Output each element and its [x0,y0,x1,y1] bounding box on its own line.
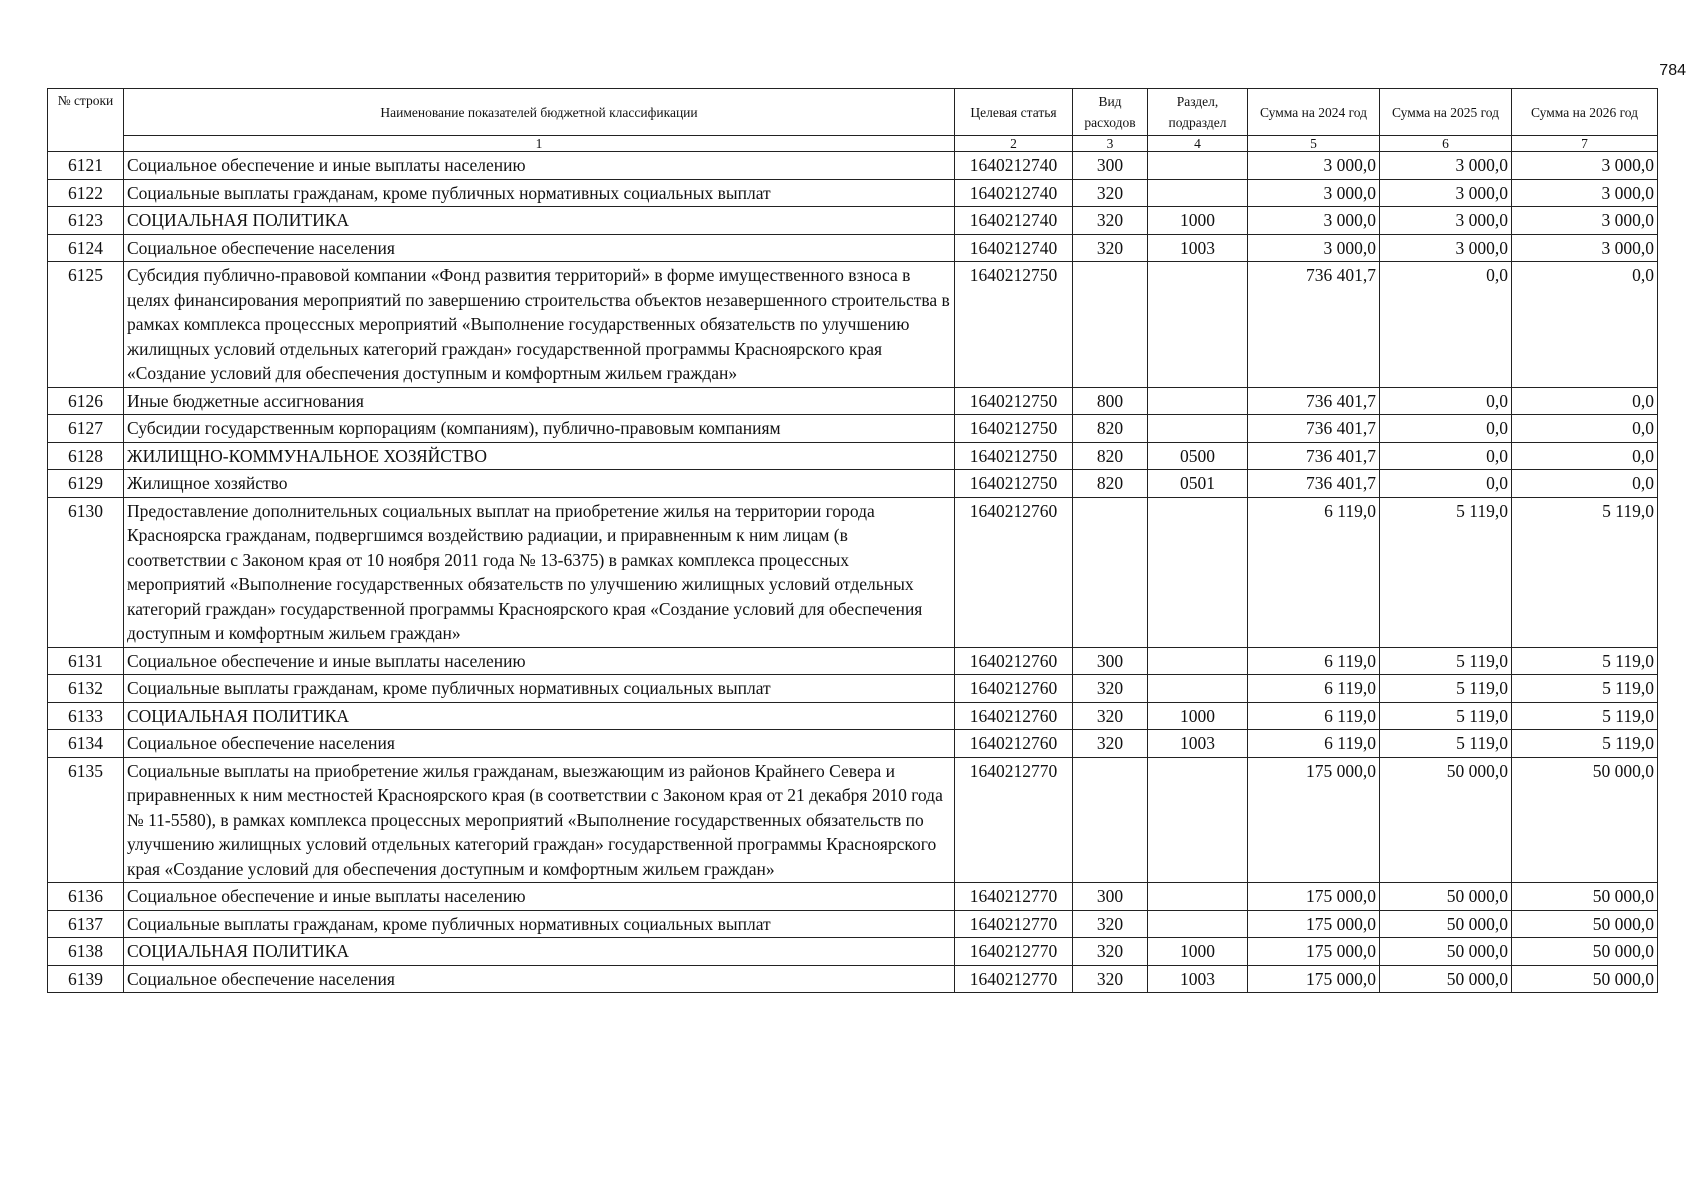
row-sum-2024: 736 401,7 [1248,387,1380,415]
row-sum-2025: 3 000,0 [1380,207,1512,235]
row-sum-2024: 175 000,0 [1248,910,1380,938]
row-name: Предоставление дополнительных социальных выплат на приобретение жилья на территории города Красноярска гражданам, подвергшимся воздействию радиации, и приравненным к ним лицам (в соответствии с Законом края от 10 ноября 2011 года № 13-6375) в рамках комплекса процессных мероприятий «Выполнение государственных обязательств по улучшению жилищных условий отдельных категорий граждан» государственной программы Красноярского края «Создание условий для обеспечения доступным и комфортным жильем граждан» [124,497,955,647]
row-name: СОЦИАЛЬНАЯ ПОЛИТИКА [124,207,955,235]
row-expense-type: 300 [1073,647,1148,675]
row-number: 6123 [48,207,124,235]
row-sum-2025: 50 000,0 [1380,910,1512,938]
page-number: 784 [1659,62,1686,79]
row-sum-2025: 0,0 [1380,415,1512,443]
row-section [1148,262,1248,388]
row-number: 6130 [48,497,124,647]
table-row [48,647,1658,675]
row-target-article: 1640212760 [955,497,1073,647]
row-sum-2026: 5 119,0 [1512,497,1658,647]
table-body [48,152,1658,993]
row-name: Социальное обеспечение населения [124,234,955,262]
column-number: 1 [124,136,955,152]
row-name: Социальные выплаты гражданам, кроме публичных нормативных социальных выплат [124,910,955,938]
table-row [48,883,1658,911]
row-number: 6137 [48,910,124,938]
row-number: 6132 [48,675,124,703]
column-number-row [48,136,1658,152]
row-sum-2024: 6 119,0 [1248,675,1380,703]
row-number: 6126 [48,387,124,415]
row-sum-2026: 50 000,0 [1512,965,1658,993]
row-target-article: 1640212760 [955,647,1073,675]
row-sum-2026: 0,0 [1512,262,1658,388]
row-sum-2026: 50 000,0 [1512,757,1658,883]
row-sum-2024: 3 000,0 [1248,234,1380,262]
row-name: ЖИЛИЩНО-КОММУНАЛЬНОЕ ХОЗЯЙСТВО [124,442,955,470]
header-sum-2024: Сумма на 2024 год [1248,89,1380,136]
header-target-article: Целевая статья [955,89,1073,136]
row-sum-2024: 736 401,7 [1248,470,1380,498]
row-section: 0501 [1148,470,1248,498]
header-expense-type: Вид расходов [1073,89,1148,136]
row-target-article: 1640212770 [955,965,1073,993]
row-sum-2024: 3 000,0 [1248,207,1380,235]
row-sum-2026: 3 000,0 [1512,207,1658,235]
row-sum-2026: 5 119,0 [1512,730,1658,758]
row-sum-2026: 50 000,0 [1512,910,1658,938]
header-name: Наименование показателей бюджетной классификации [124,89,955,136]
header-row [48,89,1658,136]
row-sum-2026: 0,0 [1512,415,1658,443]
row-sum-2024: 736 401,7 [1248,262,1380,388]
table-row [48,152,1658,180]
table-row [48,497,1658,647]
row-sum-2025: 3 000,0 [1380,152,1512,180]
row-section: 1003 [1148,965,1248,993]
row-sum-2025: 0,0 [1380,387,1512,415]
row-target-article: 1640212760 [955,702,1073,730]
row-number: 6133 [48,702,124,730]
row-section [1148,675,1248,703]
row-sum-2026: 5 119,0 [1512,647,1658,675]
row-section [1148,179,1248,207]
row-sum-2024: 736 401,7 [1248,442,1380,470]
column-number: 6 [1380,136,1512,152]
row-sum-2026: 50 000,0 [1512,938,1658,966]
row-sum-2025: 5 119,0 [1380,675,1512,703]
row-expense-type: 300 [1073,883,1148,911]
row-sum-2025: 5 119,0 [1380,497,1512,647]
row-section: 1000 [1148,702,1248,730]
budget-table [47,88,1658,993]
row-target-article: 1640212760 [955,730,1073,758]
column-number: 3 [1073,136,1148,152]
row-section [1148,497,1248,647]
header-section: Раздел, подраздел [1148,89,1248,136]
row-number: 6131 [48,647,124,675]
column-number: 5 [1248,136,1380,152]
row-number: 6129 [48,470,124,498]
row-section [1148,647,1248,675]
row-section: 1000 [1148,938,1248,966]
row-sum-2025: 0,0 [1380,470,1512,498]
table-row [48,442,1658,470]
row-name: Социальное обеспечение и иные выплаты населению [124,883,955,911]
row-expense-type: 320 [1073,234,1148,262]
row-sum-2025: 0,0 [1380,262,1512,388]
row-number: 6135 [48,757,124,883]
row-expense-type: 320 [1073,702,1148,730]
row-section [1148,910,1248,938]
table-row [48,387,1658,415]
row-number: 6128 [48,442,124,470]
table-row [48,965,1658,993]
table-row [48,910,1658,938]
row-sum-2024: 175 000,0 [1248,965,1380,993]
row-name: СОЦИАЛЬНАЯ ПОЛИТИКА [124,938,955,966]
table-row [48,702,1658,730]
row-section [1148,757,1248,883]
row-expense-type [1073,497,1148,647]
row-sum-2026: 3 000,0 [1512,234,1658,262]
row-name: Социальные выплаты гражданам, кроме публичных нормативных социальных выплат [124,675,955,703]
row-expense-type [1073,262,1148,388]
row-section [1148,152,1248,180]
header-sum-2026: Сумма на 2026 год [1512,89,1658,136]
row-sum-2025: 5 119,0 [1380,702,1512,730]
table-row [48,757,1658,883]
table-row [48,234,1658,262]
row-sum-2026: 3 000,0 [1512,152,1658,180]
row-target-article: 1640212740 [955,152,1073,180]
row-expense-type: 320 [1073,730,1148,758]
column-number: 7 [1512,136,1658,152]
row-target-article: 1640212750 [955,470,1073,498]
header-row-no: № строки [48,89,124,152]
table-row [48,938,1658,966]
row-expense-type: 300 [1073,152,1148,180]
row-sum-2025: 5 119,0 [1380,647,1512,675]
row-sum-2025: 0,0 [1380,442,1512,470]
row-sum-2026: 0,0 [1512,470,1658,498]
row-name: Жилищное хозяйство [124,470,955,498]
row-expense-type: 320 [1073,938,1148,966]
row-sum-2024: 175 000,0 [1248,938,1380,966]
row-target-article: 1640212750 [955,387,1073,415]
table-row [48,207,1658,235]
row-number: 6127 [48,415,124,443]
row-expense-type: 320 [1073,675,1148,703]
row-sum-2025: 50 000,0 [1380,965,1512,993]
row-sum-2024: 3 000,0 [1248,179,1380,207]
row-sum-2024: 175 000,0 [1248,757,1380,883]
row-target-article: 1640212740 [955,234,1073,262]
row-name: Социальное обеспечение и иные выплаты населению [124,647,955,675]
row-sum-2024: 736 401,7 [1248,415,1380,443]
row-name: СОЦИАЛЬНАЯ ПОЛИТИКА [124,702,955,730]
table-row [48,675,1658,703]
row-name: Социальное обеспечение населения [124,965,955,993]
row-number: 6122 [48,179,124,207]
row-expense-type: 320 [1073,179,1148,207]
header-sum-2025: Сумма на 2025 год [1380,89,1512,136]
row-sum-2026: 0,0 [1512,442,1658,470]
column-number: 4 [1148,136,1248,152]
row-section: 0500 [1148,442,1248,470]
row-expense-type: 320 [1073,965,1148,993]
row-sum-2026: 50 000,0 [1512,883,1658,911]
row-target-article: 1640212770 [955,757,1073,883]
row-expense-type: 820 [1073,470,1148,498]
table-row [48,470,1658,498]
row-sum-2024: 6 119,0 [1248,497,1380,647]
row-sum-2026: 0,0 [1512,387,1658,415]
row-name: Социальные выплаты гражданам, кроме публичных нормативных социальных выплат [124,179,955,207]
row-section: 1003 [1148,730,1248,758]
row-target-article: 1640212740 [955,207,1073,235]
row-name: Субсидии государственным корпорациям (компаниям), публично-правовым компаниям [124,415,955,443]
row-sum-2026: 3 000,0 [1512,179,1658,207]
row-target-article: 1640212770 [955,938,1073,966]
row-target-article: 1640212760 [955,675,1073,703]
table-row [48,415,1658,443]
row-section [1148,883,1248,911]
row-target-article: 1640212750 [955,262,1073,388]
row-section [1148,415,1248,443]
row-section [1148,387,1248,415]
row-sum-2025: 3 000,0 [1380,179,1512,207]
row-sum-2024: 6 119,0 [1248,730,1380,758]
row-expense-type: 320 [1073,207,1148,235]
row-number: 6138 [48,938,124,966]
table-row [48,730,1658,758]
row-sum-2025: 50 000,0 [1380,757,1512,883]
row-expense-type: 320 [1073,910,1148,938]
row-name: Социальное обеспечение и иные выплаты населению [124,152,955,180]
row-sum-2024: 175 000,0 [1248,883,1380,911]
row-number: 6139 [48,965,124,993]
row-name: Социальные выплаты на приобретение жилья гражданам, выезжающим из районов Крайнего Севера и приравненных к ним местностей Красноярского края (в соответствии с Законом края от 21 декабря 2010 года № 11-5580), в рамках комплекса процессных мероприятий «Выполнение государственных обязательств по улучшению жилищных условий отдельных категорий граждан» государственной программы Красноярского края «Создание условий для обеспечения доступным и комфортным жильем граждан» [124,757,955,883]
row-target-article: 1640212770 [955,883,1073,911]
row-sum-2025: 50 000,0 [1380,883,1512,911]
row-name: Социальное обеспечение населения [124,730,955,758]
row-number: 6134 [48,730,124,758]
row-expense-type: 820 [1073,415,1148,443]
row-sum-2026: 5 119,0 [1512,702,1658,730]
row-number: 6125 [48,262,124,388]
row-sum-2024: 6 119,0 [1248,702,1380,730]
row-sum-2024: 3 000,0 [1248,152,1380,180]
row-expense-type: 800 [1073,387,1148,415]
row-sum-2025: 3 000,0 [1380,234,1512,262]
row-section: 1000 [1148,207,1248,235]
row-target-article: 1640212770 [955,910,1073,938]
row-expense-type: 820 [1073,442,1148,470]
row-target-article: 1640212740 [955,179,1073,207]
row-target-article: 1640212750 [955,442,1073,470]
row-name: Субсидия публично-правовой компании «Фонд развития территорий» в форме имущественного взноса в целях финансирования мероприятий по завершению строительства объектов незавершенного строительства в рамках комплекса процессных мероприятий «Выполнение государственных обязательств по улучшению жилищных условий отдельных категорий граждан» государственной программы Красноярского края «Создание условий для обеспечения доступным и комфортным жильем граждан» [124,262,955,388]
row-number: 6124 [48,234,124,262]
row-sum-2025: 5 119,0 [1380,730,1512,758]
row-section: 1003 [1148,234,1248,262]
row-number: 6121 [48,152,124,180]
row-sum-2026: 5 119,0 [1512,675,1658,703]
table-row [48,262,1658,388]
column-number: 2 [955,136,1073,152]
row-sum-2025: 50 000,0 [1380,938,1512,966]
table-row [48,179,1658,207]
row-name: Иные бюджетные ассигнования [124,387,955,415]
table-header [48,89,1658,152]
row-target-article: 1640212750 [955,415,1073,443]
row-number: 6136 [48,883,124,911]
row-sum-2024: 6 119,0 [1248,647,1380,675]
row-expense-type [1073,757,1148,883]
